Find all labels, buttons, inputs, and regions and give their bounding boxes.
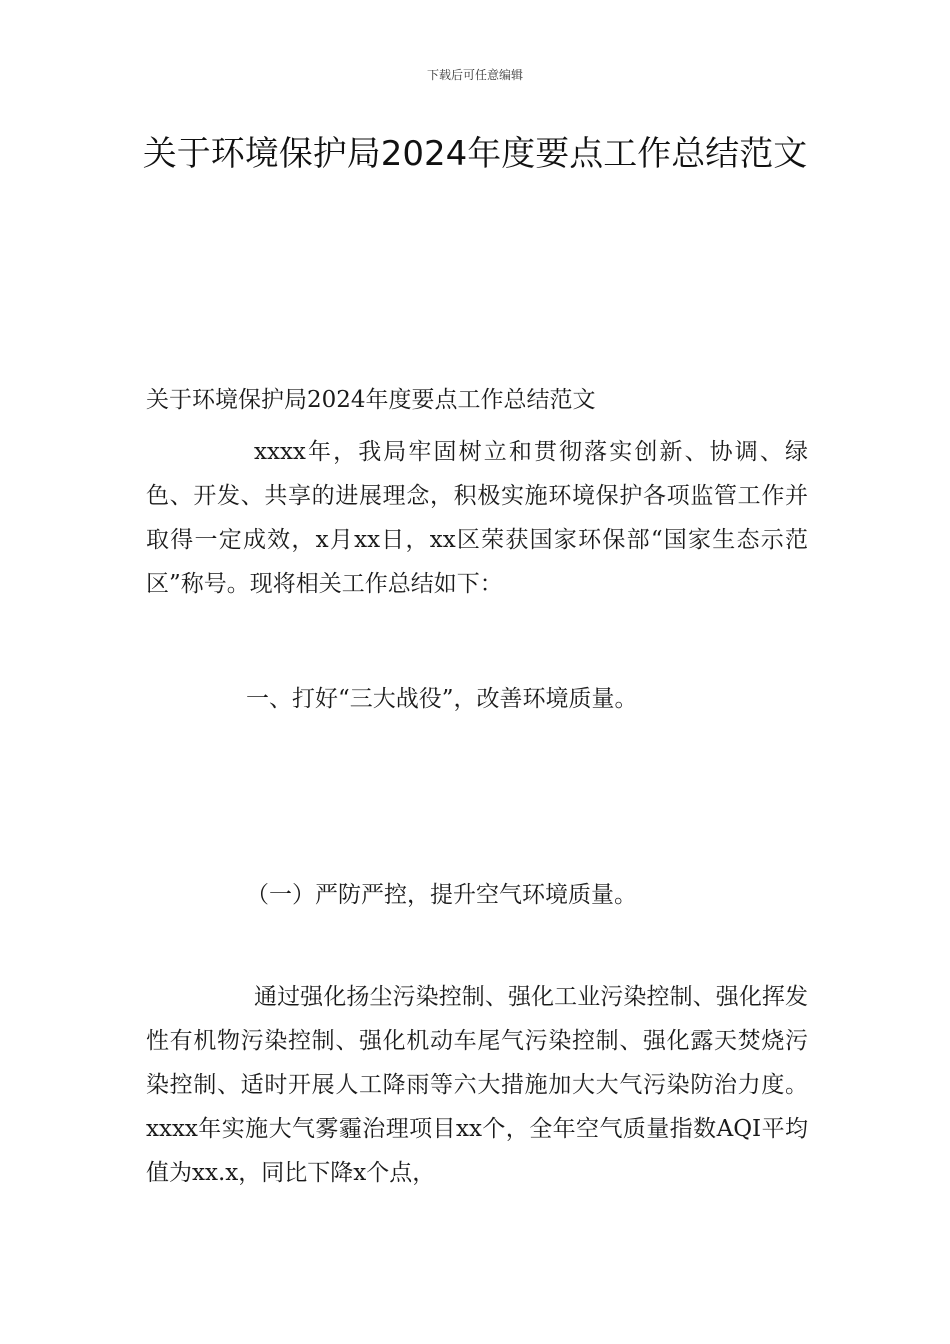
paragraph-intro: xxxx年，我局牢固树立和贯彻落实创新、协调、绿色、开发、共享的进展理念，积极实施环境保护各项监管工作并取得一定成效，x月xx日，xx区荣获国家环保部“国家生态示范区”称号。现将相关工作总结如下： [146, 439, 808, 597]
section-heading-1: 一、打好“三大战役”，改善环境质量。 [246, 686, 638, 712]
header-note: 下载后可任意编辑 [426, 68, 523, 82]
subsection-heading-1: （一）严防严控，提升空气环境质量。 [246, 882, 637, 908]
document-subtitle: 关于环境保护局2024年度要点工作总结范文 [146, 387, 596, 413]
document-title: 关于环境保护局2024年度要点工作总结范文 [142, 134, 808, 174]
paragraph-air-quality: 通过强化扬尘污染控制、强化工业污染控制、强化挥发性有机物污染控制、强化机动车尾气污染控制、强化露天焚烧污染控制、适时开展人工降雨等六大措施加大大气污染防治力度。xxxx年实施大气雾霾治理项目xx个，全年空气质量指数AQI平均值为xx.x，同比下降x个点， [146, 984, 808, 1186]
